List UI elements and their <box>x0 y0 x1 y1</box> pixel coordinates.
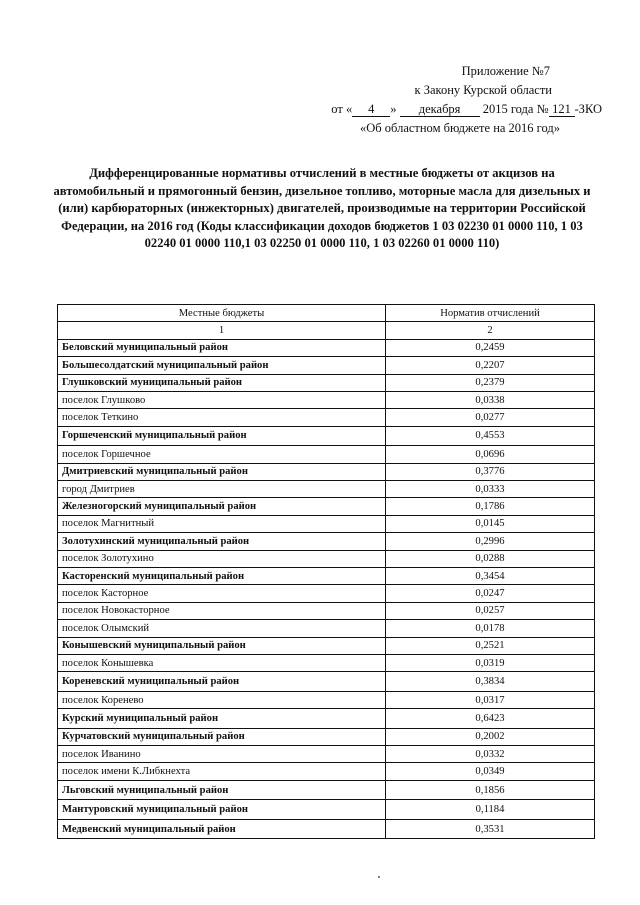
table-row <box>58 709 595 729</box>
budget-name-cell: Большесолдатский муниципальный район <box>58 357 386 374</box>
norm-value-cell: 0,0338 <box>386 391 595 408</box>
appendix-date-line <box>272 100 602 119</box>
column-number-row <box>58 322 595 339</box>
budget-name-cell: Мантуровский муниципальный район <box>58 800 386 820</box>
norm-value-cell: 0,3531 <box>386 819 595 839</box>
budget-name-cell: Железногорский муниципальный район <box>58 498 386 515</box>
norm-value-cell: 0,3454 <box>386 567 595 584</box>
table-row <box>58 654 595 671</box>
budget-name-cell: Конышевский муниципальный район <box>58 637 386 654</box>
table-row <box>58 498 595 515</box>
table-row <box>58 819 595 839</box>
column-number-1: 1 <box>58 322 386 339</box>
budget-name-cell: Дмитриевский муниципальный район <box>58 463 386 480</box>
budget-name-cell: поселок Олымский <box>58 620 386 637</box>
table-row <box>58 602 595 619</box>
budget-name-cell: Глушковский муниципальный район <box>58 374 386 391</box>
norm-value-cell: 0,1786 <box>386 498 595 515</box>
table-row <box>58 620 595 637</box>
norm-value-cell: 0,2521 <box>386 637 595 654</box>
table-row <box>58 746 595 763</box>
budget-name-cell: поселок Глушково <box>58 391 386 408</box>
norm-value-cell: 0,3834 <box>386 672 595 692</box>
law-number: 121 <box>549 102 575 117</box>
norm-value-cell: 0,1856 <box>386 780 595 800</box>
date-year: 2015 года № <box>482 102 549 116</box>
norm-value-cell: 0,0178 <box>386 620 595 637</box>
law-suffix: -ЗКО <box>574 102 602 116</box>
table-row <box>58 637 595 654</box>
table-row <box>58 567 595 584</box>
norm-value-cell: 0,1184 <box>386 800 595 820</box>
norm-value-cell: 0,3776 <box>386 463 595 480</box>
column-number-2: 2 <box>386 322 595 339</box>
budget-name-cell: Льговский муниципальный район <box>58 780 386 800</box>
date-month: декабря <box>400 102 480 117</box>
budget-name-cell: Беловский муниципальный район <box>58 339 386 356</box>
budget-name-cell: Курчатовский муниципальный район <box>58 728 386 745</box>
appendix-law: к Закону Курской области <box>414 83 552 97</box>
norm-value-cell: 0,0277 <box>386 409 595 426</box>
table-row <box>58 409 595 426</box>
table-row <box>58 763 595 780</box>
table-row <box>58 357 595 374</box>
table-row <box>58 533 595 550</box>
scan-speck <box>378 876 380 878</box>
norm-value-cell: 0,0349 <box>386 763 595 780</box>
budget-name-cell: поселок Магнитный <box>58 515 386 532</box>
header-local-budgets: Местные бюджеты <box>58 305 386 322</box>
table-row <box>58 550 595 567</box>
norm-value-cell: 0,0332 <box>386 746 595 763</box>
budget-name-cell: Касторенский муниципальный район <box>58 567 386 584</box>
header-norm: Норматив отчислений <box>386 305 595 322</box>
norm-value-cell: 0,2002 <box>386 728 595 745</box>
table-row <box>58 463 595 480</box>
budget-name-cell: поселок Коренево <box>58 691 386 708</box>
norm-value-cell: 0,6423 <box>386 709 595 729</box>
norm-value-cell: 0,0319 <box>386 654 595 671</box>
norm-value-cell: 0,0247 <box>386 585 595 602</box>
norm-value-cell: 0,0145 <box>386 515 595 532</box>
table-row <box>58 691 595 708</box>
table-row <box>58 481 595 498</box>
norm-value-cell: 0,2207 <box>386 357 595 374</box>
table-header-row <box>58 305 595 322</box>
appendix-law-title: «Об областном бюджете на 2016 год» <box>360 121 560 135</box>
budget-name-cell: Горшеченский муниципальный район <box>58 426 386 446</box>
table-row <box>58 728 595 745</box>
budget-name-cell: поселок Горшечное <box>58 446 386 463</box>
table-row <box>58 780 595 800</box>
budget-name-cell: поселок имени К.Либкнехта <box>58 763 386 780</box>
table-row <box>58 374 595 391</box>
date-day: 4 <box>352 102 390 117</box>
norm-value-cell: 0,0333 <box>386 481 595 498</box>
budget-name-cell: Медвенский муниципальный район <box>58 819 386 839</box>
table-row <box>58 800 595 820</box>
budget-name-cell: поселок Касторное <box>58 585 386 602</box>
date-prefix: от « <box>331 102 353 116</box>
norm-value-cell: 0,0317 <box>386 691 595 708</box>
budget-name-cell: Золотухинский муниципальный район <box>58 533 386 550</box>
document-title: Дифференцированные нормативы отчислений в местные бюджеты от акцизов на автомобильный и прямогонный бензин, дизельное топливо, моторные масла для дизельных и (или) карбюраторных (инжекторных) двигателей, производимые на территории Российской Федерации, на 2016 год (Коды классификации доходов бюджетов 1 03 02230 01 0000 110, 1 03 02240 01 0000 110,1 03 02250 01 0000 110, 1 03 02260 01 0000 110) <box>53 166 591 251</box>
budget-name-cell: поселок Теткино <box>58 409 386 426</box>
budget-name-cell: город Дмитриев <box>58 481 386 498</box>
table-row <box>58 339 595 356</box>
norm-value-cell: 0,2459 <box>386 339 595 356</box>
table-row <box>58 391 595 408</box>
budget-name-cell: поселок Иванино <box>58 746 386 763</box>
table-row <box>58 446 595 463</box>
budget-name-cell: поселок Золотухино <box>58 550 386 567</box>
budget-name-cell: поселок Новокасторное <box>58 602 386 619</box>
budget-name-cell: Курский муниципальный район <box>58 709 386 729</box>
table-row <box>58 672 595 692</box>
appendix-number: Приложение №7 <box>461 64 550 78</box>
norm-value-cell: 0,0257 <box>386 602 595 619</box>
date-mid: » <box>390 102 397 116</box>
budget-name-cell: Кореневский муниципальный район <box>58 672 386 692</box>
norm-value-cell: 0,4553 <box>386 426 595 446</box>
budget-table <box>57 304 595 839</box>
appendix-header <box>272 62 602 138</box>
budget-name-cell: поселок Конышевка <box>58 654 386 671</box>
table-row <box>58 585 595 602</box>
table-row <box>58 426 595 446</box>
norm-value-cell: 0,0696 <box>386 446 595 463</box>
norm-value-cell: 0,2379 <box>386 374 595 391</box>
table-row <box>58 515 595 532</box>
norm-value-cell: 0,0288 <box>386 550 595 567</box>
norm-value-cell: 0,2996 <box>386 533 595 550</box>
